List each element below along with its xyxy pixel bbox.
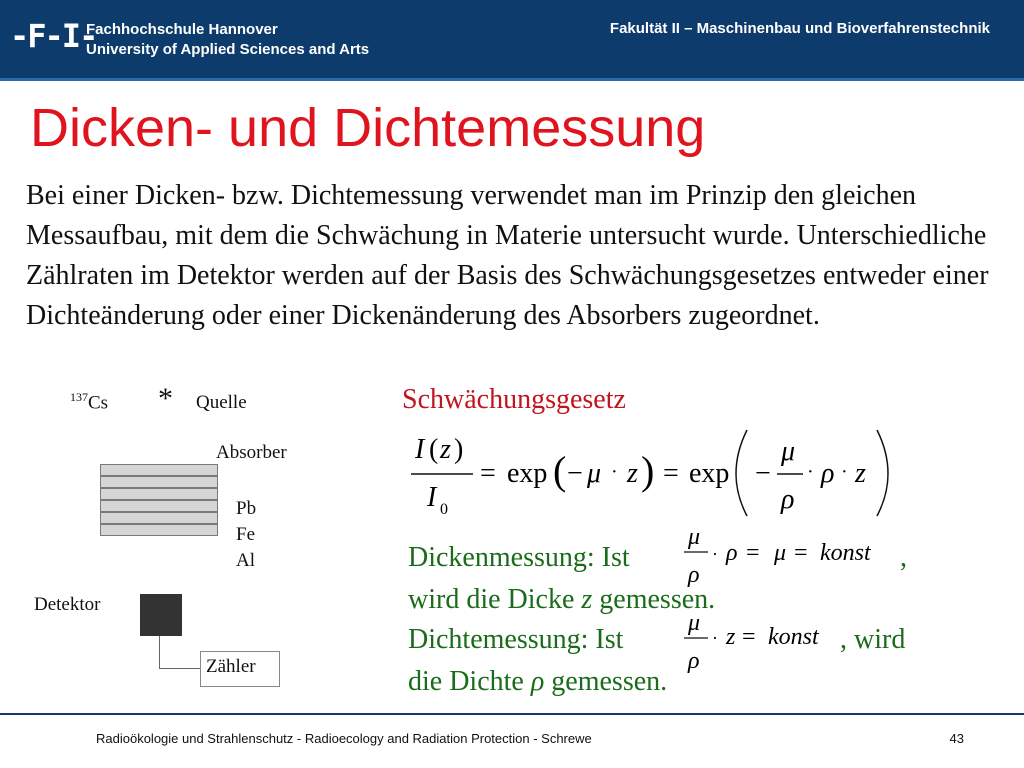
institution-line-2: University of Applied Sciences and Arts	[86, 41, 370, 58]
absorber-label: Absorber	[216, 442, 287, 463]
density-line-2a: die Dichte	[408, 666, 531, 697]
absorber-layer	[100, 464, 218, 476]
page-number: 43	[949, 731, 964, 746]
material-pb: Pb	[236, 498, 257, 519]
absorber-layer	[100, 524, 218, 536]
dens-dot: ·	[712, 628, 718, 648]
eq-dot-2: ·	[807, 461, 814, 483]
detector-label: Detektor	[34, 594, 101, 615]
eq-paren-large-open	[736, 430, 747, 516]
density-var: ρ	[530, 666, 545, 697]
isotope-label	[70, 390, 108, 414]
thick-rho-den: ρ	[688, 562, 700, 588]
eq-rho: ρ	[821, 458, 835, 489]
wire-vertical	[159, 636, 160, 668]
thick-konst: konst	[820, 540, 871, 566]
measurement-setup-diagram	[0, 380, 390, 710]
eq-paren-big-open: (	[553, 448, 567, 493]
eq-exp-1: exp	[507, 458, 548, 489]
header-accent-line	[0, 78, 1024, 81]
thick-dot: ·	[712, 544, 718, 564]
eq-i0: I	[427, 482, 437, 513]
isotope-symbol: Cs	[88, 392, 109, 414]
density-suffix: , wird	[840, 624, 906, 655]
dens-z: z	[726, 624, 736, 650]
fhh-logo: -F-I-	[10, 17, 97, 55]
absorber-layer	[100, 476, 218, 488]
density-line-2b: gemessen.	[544, 666, 668, 697]
eq-dot-1: ·	[611, 461, 618, 483]
material-fe: Fe	[236, 524, 255, 545]
faculty-name: Fakultät II – Maschinenbau und Bioverfahrenstechnik	[609, 20, 990, 37]
eq-exp-2: exp	[689, 458, 730, 489]
thickness-line-2b: gemessen.	[592, 584, 716, 615]
eq-paren-big-close: )	[641, 448, 655, 493]
material-list	[236, 496, 256, 574]
eq-minus-1: −	[567, 458, 583, 489]
footer-divider	[0, 713, 1024, 715]
dens-equals: =	[742, 624, 756, 650]
eq-z: z	[440, 434, 451, 465]
eq-rho-den: ρ	[781, 484, 795, 515]
thickness-prefix: Dickenmessung: Ist	[408, 542, 630, 573]
institution-line-1: Fachhochschule Hannover	[86, 21, 278, 38]
thick-equals-2: =	[794, 540, 808, 566]
thick-equals-1: =	[746, 540, 760, 566]
wire-horizontal	[159, 668, 201, 669]
eq-z-2: z	[627, 458, 638, 489]
eq-i0-sub: 0	[440, 501, 448, 518]
density-line-2	[408, 666, 667, 698]
dens-rho-den: ρ	[688, 648, 700, 674]
eq-mu-num: μ	[781, 436, 796, 467]
counter-box	[200, 651, 280, 687]
eq-z-3: z	[855, 458, 866, 489]
isotope-mass-number: 137	[70, 390, 88, 404]
footer-text: Radioökologie und Strahlenschutz - Radioecology and Radiation Protection - Schrewe	[96, 731, 592, 746]
eq-i: I	[415, 434, 425, 465]
thick-mu: μ	[774, 540, 787, 566]
source-label: Quelle	[196, 392, 247, 413]
density-prefix: Dichtemessung: Ist	[408, 624, 624, 655]
thickness-line-2a: wird die Dicke	[408, 584, 582, 615]
absorber-layer	[100, 512, 218, 524]
eq-mu-1: μ	[587, 458, 602, 489]
material-al: Al	[236, 550, 255, 571]
eq-equals-1: =	[480, 458, 496, 489]
thickness-var: z	[581, 584, 593, 615]
absorber-layer	[100, 488, 218, 500]
detector-block	[140, 594, 182, 636]
eq-minus-2: −	[755, 458, 771, 489]
thick-rho: ρ	[726, 540, 738, 566]
thick-mu-num: μ	[688, 524, 701, 550]
eq-equals-2: =	[663, 458, 679, 489]
counter-label: Zähler	[206, 656, 256, 677]
attenuation-law-title: Schwächungsgesetz	[402, 384, 626, 415]
eq-paren-close: )	[454, 434, 464, 465]
density-condition-equation	[682, 606, 842, 678]
slide-title: Dicken- und Dichtemessung	[30, 98, 706, 158]
attenuation-law-equation	[395, 422, 915, 522]
thickness-condition-equation	[682, 520, 892, 592]
eq-paren-large-close	[877, 430, 888, 516]
eq-paren-open: (	[429, 434, 439, 465]
institution-name	[86, 20, 369, 60]
thickness-comma: ,	[900, 542, 907, 573]
absorber-stack	[100, 464, 218, 532]
absorber-layer	[100, 500, 218, 512]
eq-dot-3: ·	[841, 461, 848, 483]
header-bar	[0, 0, 1024, 78]
dens-mu-num: μ	[688, 610, 701, 636]
source-star-icon: *	[158, 382, 173, 415]
dens-konst: konst	[768, 624, 819, 650]
thickness-line-2	[408, 584, 715, 616]
intro-paragraph: Bei einer Dicken- bzw. Dichtemessung verwendet man im Prinzip den gleichen Messaufbau, mit dem die Schwächung in Materie untersucht wurde. Unterschiedliche Zählraten im Detektor werden auf der Basis des Schwächungsgesetzes entweder einer Dichteänderung oder einer Dickenänderung des Absorbers zugeordnet.	[26, 180, 989, 331]
